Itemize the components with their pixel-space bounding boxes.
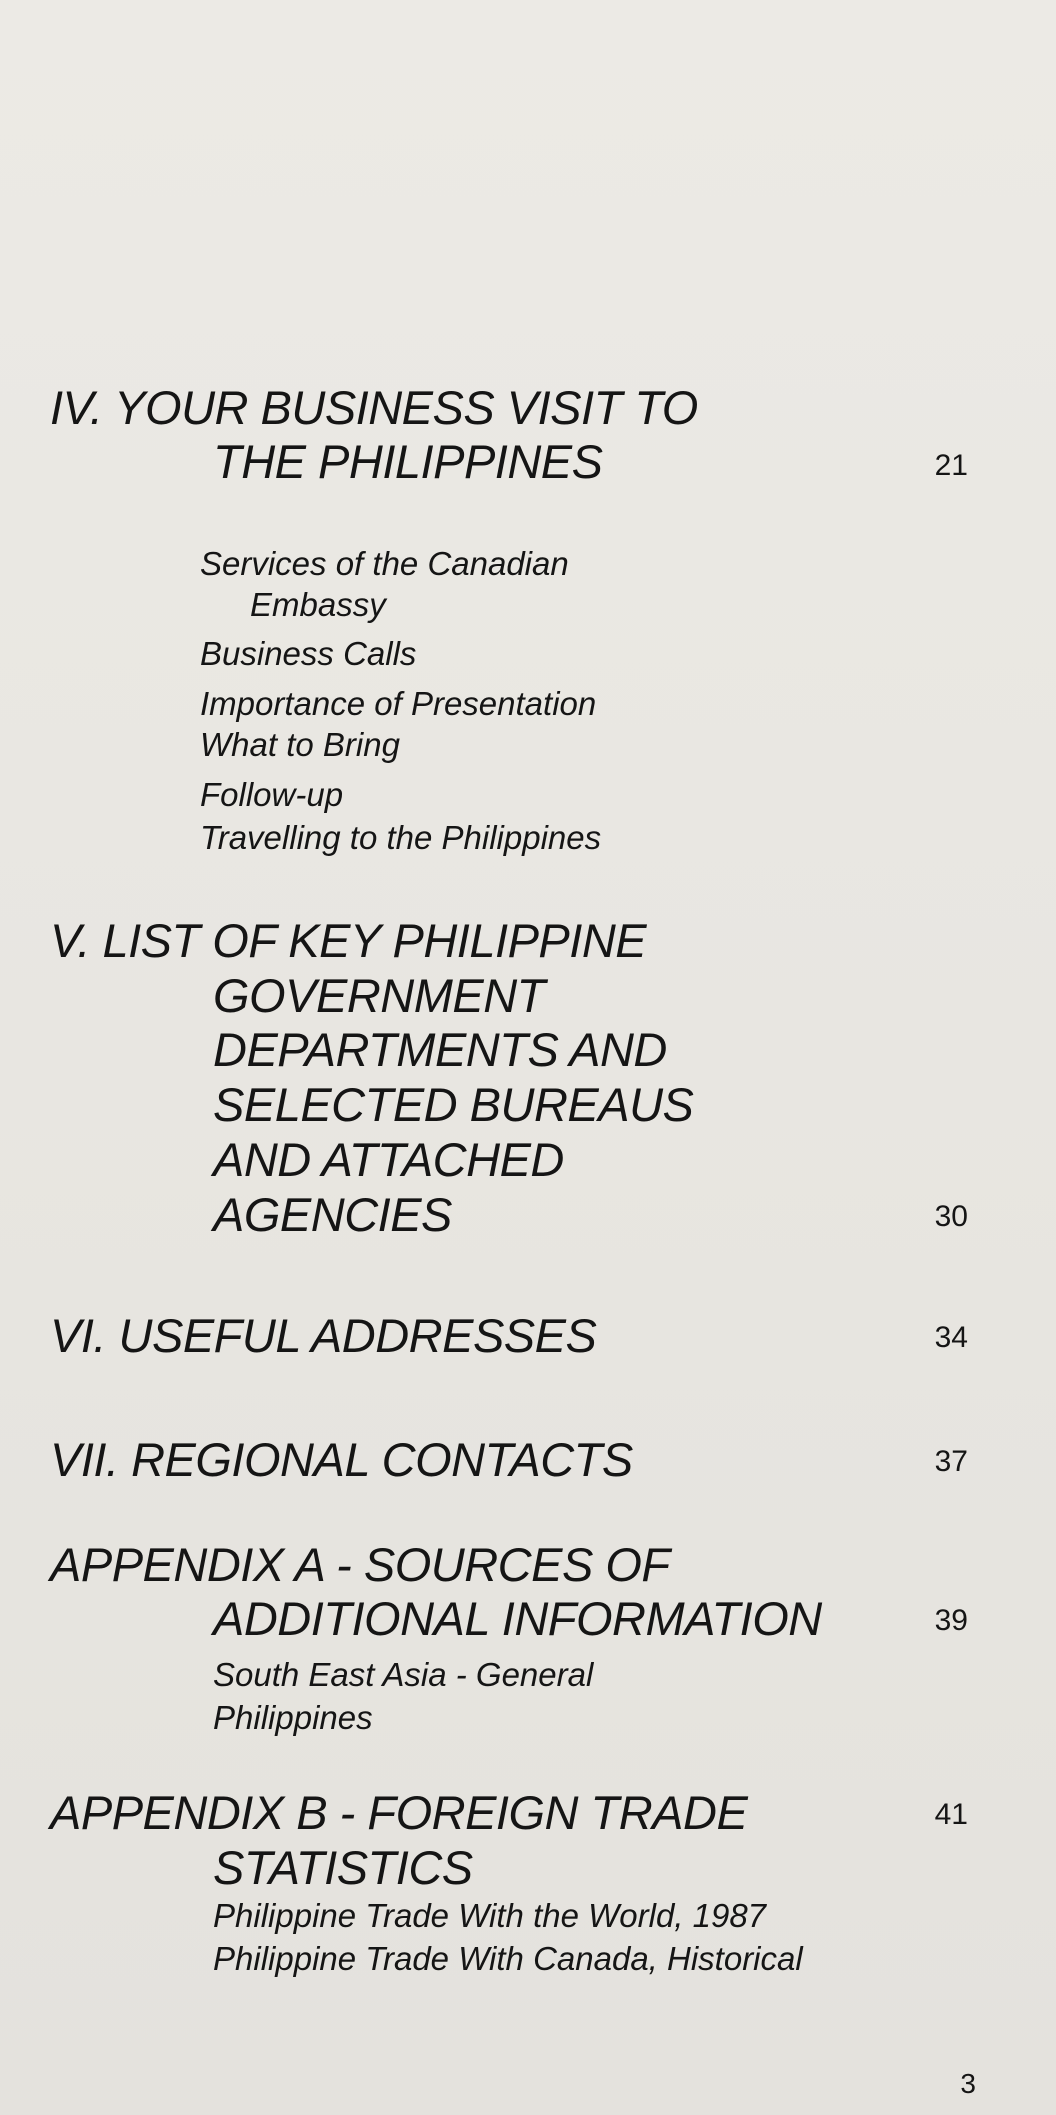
toc-subitem: Embassy [250, 586, 386, 623]
toc-subitem: Services of the Canadian [200, 545, 569, 582]
toc-heading-vi: VI. USEFUL ADDRESSES [50, 1309, 597, 1362]
toc-subitem: What to Bring [200, 726, 400, 763]
toc-heading-v-line-6: AGENCIES [213, 1188, 452, 1241]
toc-heading-appendix-a-line-1: APPENDIX A - SOURCES OF [50, 1538, 670, 1591]
toc-heading-v-line-3: DEPARTMENTS AND [213, 1023, 667, 1076]
toc-subitem: Follow-up [200, 776, 344, 813]
toc-heading-iv-line-1: IV. YOUR BUSINESS VISIT TO [50, 381, 698, 434]
page-number: 3 [960, 2068, 976, 2099]
toc-heading-v-line-5: AND ATTACHED [213, 1133, 564, 1186]
toc-subitem: Philippine Trade With Canada, Historical [213, 1940, 803, 1977]
toc-page-iv: 21 [934, 449, 968, 482]
toc-page-appendix-a: 39 [934, 1604, 968, 1637]
toc-heading-appendix-a-line-2: ADDITIONAL INFORMATION [213, 1592, 822, 1645]
toc-page-v: 30 [934, 1200, 968, 1233]
toc-heading-appendix-b-line-2: STATISTICS [213, 1841, 473, 1894]
toc-heading-v-line-2: GOVERNMENT [213, 969, 545, 1022]
toc-heading-vii: VII. REGIONAL CONTACTS [50, 1433, 633, 1486]
toc-heading-v-line-1: V. LIST OF KEY PHILIPPINE [50, 914, 647, 967]
toc-heading-appendix-b-line-1: APPENDIX B - FOREIGN TRADE [50, 1786, 748, 1839]
toc-subitem: Importance of Presentation [200, 685, 597, 722]
toc-page-vi: 34 [934, 1321, 968, 1354]
toc-heading-v-line-4: SELECTED BUREAUS [213, 1078, 694, 1131]
toc-page-appendix-b: 41 [934, 1798, 968, 1831]
toc-subitem: Philippines [213, 1699, 373, 1736]
toc-subitem: South East Asia - General [213, 1656, 594, 1693]
toc-heading-iv-line-2: THE PHILIPPINES [213, 435, 603, 488]
toc-subitem: Philippine Trade With the World, 1987 [213, 1897, 767, 1934]
toc-page-vii: 37 [934, 1445, 968, 1478]
toc-subitem: Business Calls [200, 635, 417, 672]
toc-subitem: Travelling to the Philippines [200, 819, 602, 856]
